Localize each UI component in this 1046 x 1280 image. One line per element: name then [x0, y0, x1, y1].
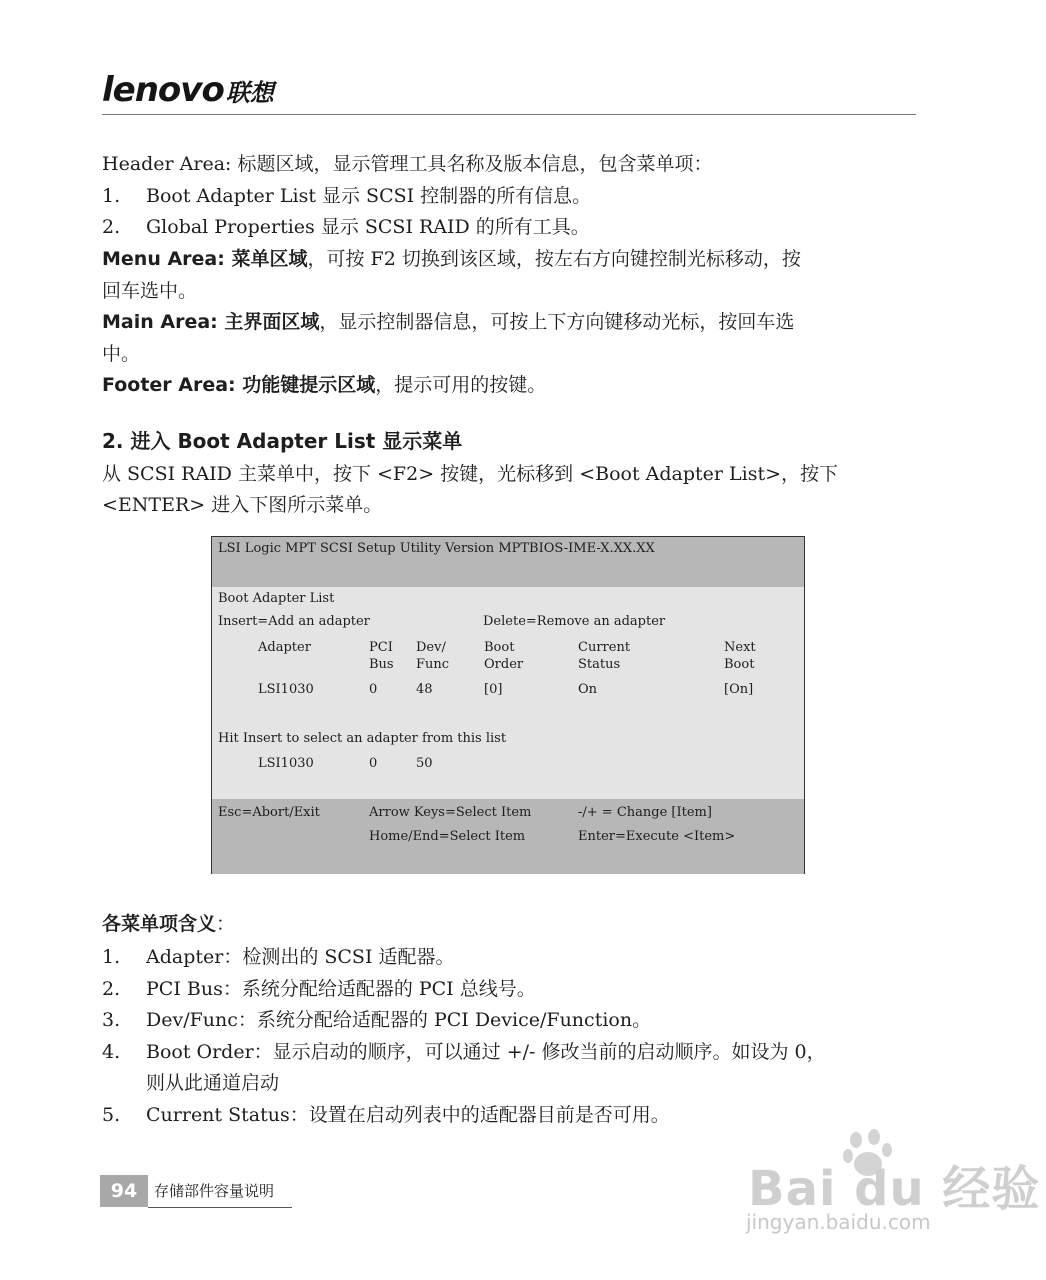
row-bus: 0 [369, 682, 378, 697]
meaning-item-1 [102, 945, 922, 969]
avail-func: 50 [416, 756, 433, 771]
meaning-item-4 [102, 1040, 922, 1064]
footer-enter: Enter=Execute <Item> [578, 829, 736, 844]
col-boot: Boot [484, 640, 515, 655]
lenovo-logo [102, 70, 274, 114]
item-number: 4. [102, 1041, 121, 1063]
col-next: Next [724, 640, 756, 655]
main-area-text: ，显示控制器信息，可按上下方向键移动光标，按回车选 [319, 311, 795, 333]
footer-home: Home/End=Select Item [369, 829, 526, 844]
footer-arrow: Arrow Keys=Select Item [369, 805, 532, 820]
bios-panel-title: Boot Adapter List [218, 591, 335, 606]
row-func: 48 [416, 682, 433, 697]
item-text: Adapter：检测出的 SCSI 适配器。 [146, 946, 455, 968]
section-paragraph-2: <ENTER> 进入下图所示菜单。 [102, 494, 383, 516]
item-number: 2. [102, 216, 121, 238]
intro-item-2 [102, 215, 922, 239]
bios-title: LSI Logic MPT SCSI Setup Utility Version MPTBIOS-IME-X.XX.XX [218, 541, 655, 556]
col-status: Status [578, 657, 621, 672]
intro-item-1 [102, 184, 922, 208]
col-order: Order [484, 657, 524, 672]
meaning-item-2 [102, 977, 922, 1001]
item-text: Boot Adapter List 显示 SCSI 控制器的所有信息。 [146, 185, 592, 207]
item-text: Boot Order：显示启动的顺序，可以通过 +/- 修改当前的启动顺序。如设为 0， [146, 1041, 826, 1063]
col-next-boot: Boot [724, 657, 755, 672]
menu-area-label: Menu Area: 菜单区域 [102, 248, 308, 270]
logo-english: lenovo [102, 70, 224, 110]
item-number: 5. [102, 1104, 121, 1126]
page-number: 94 [100, 1175, 148, 1207]
logo-chinese: 联想 [225, 79, 274, 107]
meaning-item-3 [102, 1008, 922, 1032]
meanings-heading: 各菜单项含义 [102, 913, 217, 935]
footer-area-text: ，提示可用的按键。 [375, 374, 547, 396]
item-text: Dev/Func：系统分配给适配器的 PCI Device/Function。 [146, 1009, 652, 1031]
menu-area-text: ，可按 F2 切换到该区域，按左右方向键控制光标移动，按 [307, 248, 801, 270]
section-paragraph-1: 从 SCSI RAID 主菜单中，按下 <F2> 按键，光标移到 <Boot Adapter List>，按下 [102, 463, 839, 485]
col-dev: Dev/ [416, 640, 446, 655]
header-divider [102, 114, 916, 115]
bios-select-hint: Hit Insert to select an adapter from this list [218, 731, 507, 746]
menu-area-line [102, 247, 922, 271]
item-number: 1. [102, 185, 121, 207]
col-pci: PCI [369, 640, 393, 655]
col-adapter: Adapter [258, 640, 311, 655]
bios-screenshot [211, 536, 805, 874]
meaning-item-5 [102, 1103, 922, 1127]
item-text: Global Properties 显示 SCSI RAID 的所有工具。 [146, 216, 590, 238]
bios-insert-hint: Insert=Add an adapter [218, 614, 370, 629]
row-next[interactable]: [On] [724, 682, 754, 697]
meanings-heading-line [102, 912, 922, 936]
watermark-url: jingyan.baidu.com [746, 1210, 931, 1234]
row-status: On [578, 682, 598, 697]
item-number: 2. [102, 978, 121, 1000]
main-area-line [102, 310, 922, 334]
bios-delete-hint: Delete=Remove an adapter [483, 614, 666, 629]
footer-esc: Esc=Abort/Exit [218, 805, 320, 820]
item-number: 1. [102, 946, 121, 968]
footer-area-label: Footer Area: 功能键提示区域 [102, 374, 376, 396]
book-title: 存储部件容量说明 [154, 1182, 275, 1200]
item-text: PCI Bus：系统分配给适配器的 PCI 总线号。 [146, 978, 536, 1000]
meanings-colon: ： [216, 913, 236, 935]
main-area-label: Main Area: 主界面区域 [102, 311, 320, 333]
footer-change: -/+ = Change [Item] [578, 805, 712, 820]
col-func: Func [416, 657, 450, 672]
avail-adapter[interactable]: LSI1030 [258, 756, 314, 771]
row-adapter[interactable]: LSI1030 [258, 682, 314, 697]
menu-area-line-2: 回车选中。 [102, 280, 198, 302]
item-text: Current Status：设置在启动列表中的适配器目前是否可用。 [146, 1104, 670, 1126]
meaning-item-4-cont: 则从此通道启动 [146, 1072, 280, 1094]
row-order[interactable]: [0] [484, 682, 503, 697]
section-heading: 2. 进入 Boot Adapter List 显示菜单 [102, 429, 463, 453]
col-bus: Bus [369, 657, 394, 672]
item-number: 3. [102, 1009, 121, 1031]
footer-divider [148, 1207, 292, 1208]
avail-bus: 0 [369, 756, 378, 771]
main-area-line-2: 中。 [102, 343, 141, 365]
header-area-line: Header Area: 标题区域，显示管理工具名称及版本信息，包含菜单项： [102, 153, 713, 175]
footer-area-line [102, 373, 922, 397]
col-current: Current [578, 640, 631, 655]
watermark-logo: Bai du 经验 [748, 1161, 1041, 1217]
